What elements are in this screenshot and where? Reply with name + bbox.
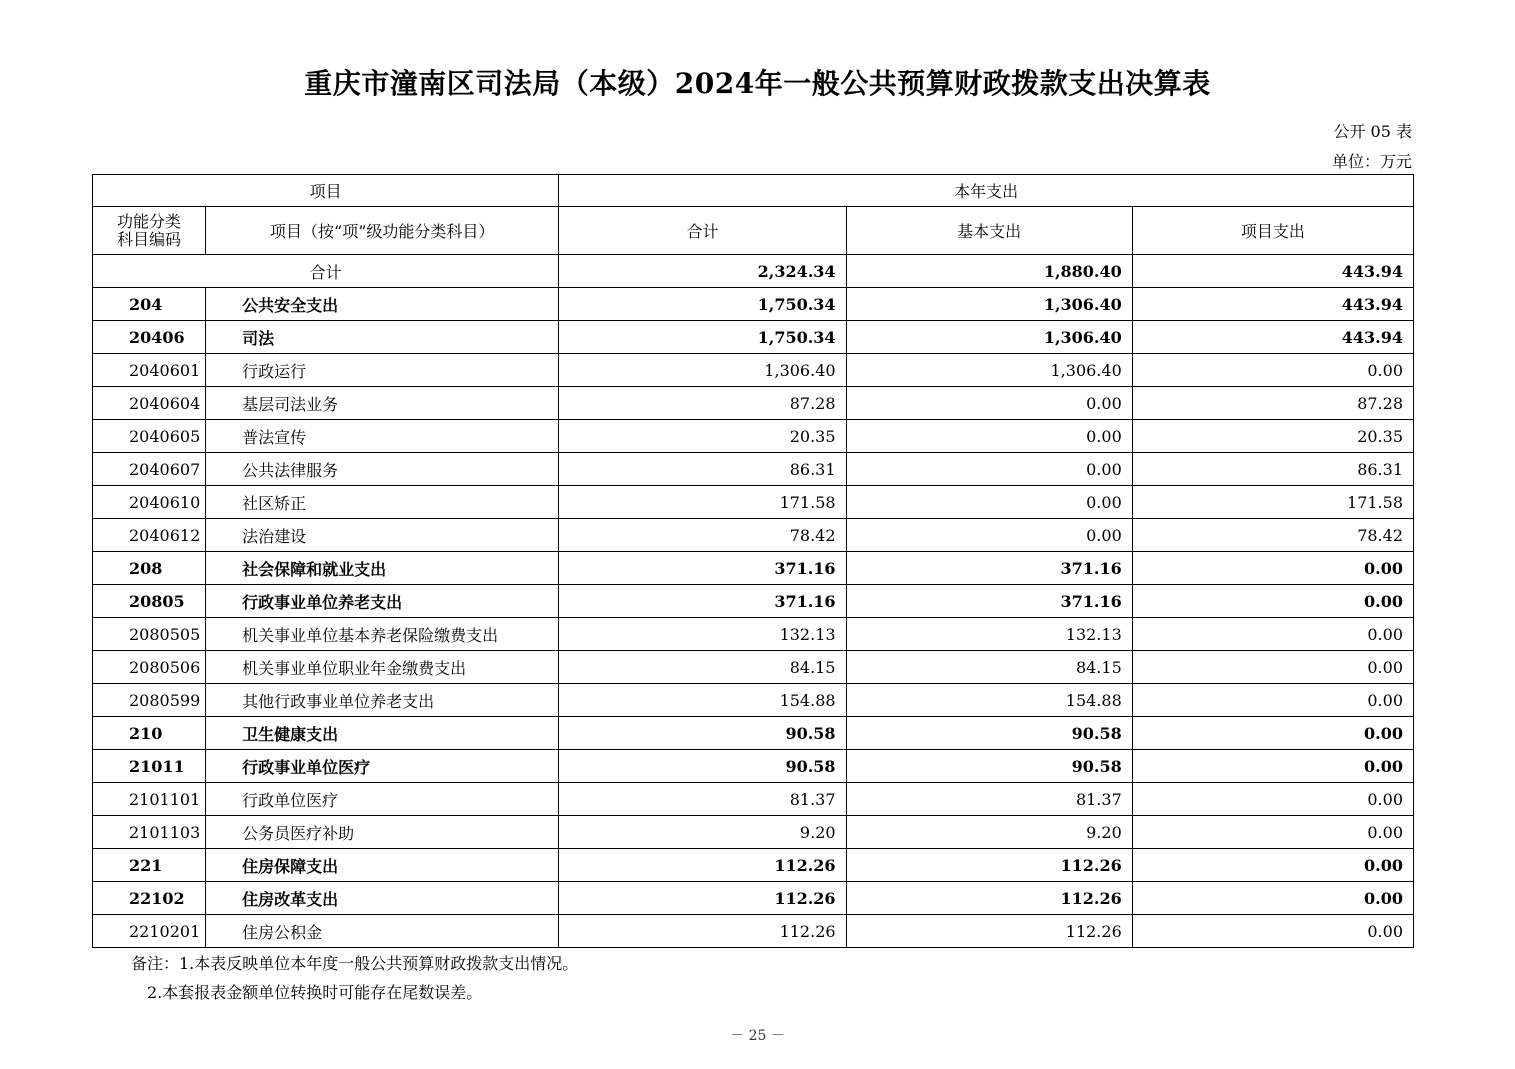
row-name: 公务员医疗补助	[206, 816, 559, 849]
table-row	[93, 486, 1414, 519]
row-project: 0.00	[1132, 651, 1413, 684]
row-code: 2210201	[93, 915, 206, 948]
total-label: 合计	[93, 255, 559, 288]
table-body	[93, 175, 1414, 948]
table-row	[93, 717, 1414, 750]
row-total: 112.26	[559, 915, 846, 948]
row-total: 371.16	[559, 552, 846, 585]
header-current-year: 本年支出	[559, 175, 1414, 207]
row-project: 0.00	[1132, 882, 1413, 915]
table-row	[93, 453, 1414, 486]
row-basic: 154.88	[846, 684, 1132, 717]
row-name: 社区矫正	[206, 486, 559, 519]
row-project: 0.00	[1132, 552, 1413, 585]
header-project: 项目支出	[1132, 207, 1413, 255]
row-total: 87.28	[559, 387, 846, 420]
row-code: 2101101	[93, 783, 206, 816]
row-basic: 84.15	[846, 651, 1132, 684]
row-name: 基层司法业务	[206, 387, 559, 420]
row-basic: 9.20	[846, 816, 1132, 849]
row-code: 204	[93, 288, 206, 321]
row-total: 154.88	[559, 684, 846, 717]
row-basic: 90.58	[846, 750, 1132, 783]
header-row-2	[93, 207, 1414, 255]
note-2: 2.本套报表金额单位转换时可能存在尾数误差。	[147, 983, 483, 1002]
row-project: 0.00	[1132, 750, 1413, 783]
row-total: 90.58	[559, 717, 846, 750]
row-total: 20.35	[559, 420, 846, 453]
row-basic: 1,306.40	[846, 354, 1132, 387]
row-basic: 0.00	[846, 387, 1132, 420]
table-row	[93, 618, 1414, 651]
row-name: 公共法律服务	[206, 453, 559, 486]
row-project: 0.00	[1132, 849, 1413, 882]
row-code: 2080599	[93, 684, 206, 717]
row-basic: 112.26	[846, 915, 1132, 948]
table-row	[93, 288, 1414, 321]
row-name: 行政事业单位医疗	[206, 750, 559, 783]
table-row	[93, 915, 1414, 948]
row-code: 2040607	[93, 453, 206, 486]
row-project: 0.00	[1132, 585, 1413, 618]
row-total: 1,750.34	[559, 288, 846, 321]
notes	[131, 949, 578, 1007]
row-name: 住房改革支出	[206, 882, 559, 915]
row-basic: 90.58	[846, 717, 1132, 750]
row-total: 84.15	[559, 651, 846, 684]
table-row	[93, 882, 1414, 915]
header-row-1	[93, 175, 1414, 207]
row-total: 78.42	[559, 519, 846, 552]
row-basic: 81.37	[846, 783, 1132, 816]
header-name: 项目（按“项”级功能分类科目）	[206, 207, 559, 255]
table-row	[93, 585, 1414, 618]
unit-label: 单位：万元	[1331, 152, 1412, 171]
row-name: 司法	[206, 321, 559, 354]
row-name: 法治建设	[206, 519, 559, 552]
row-code: 20805	[93, 585, 206, 618]
row-project: 0.00	[1132, 816, 1413, 849]
table-row	[93, 816, 1414, 849]
row-project: 0.00	[1132, 915, 1413, 948]
header-item: 项目	[93, 175, 559, 207]
table-row	[93, 849, 1414, 882]
table-row	[93, 750, 1414, 783]
header-total: 合计	[559, 207, 846, 255]
row-project: 87.28	[1132, 387, 1413, 420]
header-code-line2: 科目编码	[117, 229, 182, 249]
row-basic: 1,306.40	[846, 321, 1132, 354]
page-title: 重庆市潼南区司法局（本级）2024年一般公共预算财政拨款支出决算表	[304, 67, 1211, 100]
header-basic: 基本支出	[846, 207, 1132, 255]
row-name: 行政运行	[206, 354, 559, 387]
row-project: 0.00	[1132, 618, 1413, 651]
row-total: 81.37	[559, 783, 846, 816]
row-name: 住房公积金	[206, 915, 559, 948]
row-code: 221	[93, 849, 206, 882]
row-total: 112.26	[559, 882, 846, 915]
row-project: 78.42	[1132, 519, 1413, 552]
row-code: 208	[93, 552, 206, 585]
row-basic: 0.00	[846, 519, 1132, 552]
row-basic: 112.26	[846, 849, 1132, 882]
table-row	[93, 684, 1414, 717]
row-name: 行政事业单位养老支出	[206, 585, 559, 618]
table-row	[93, 420, 1414, 453]
row-project: 86.31	[1132, 453, 1413, 486]
header-code	[93, 207, 206, 255]
expenditure-table	[92, 174, 1414, 948]
row-total: 86.31	[559, 453, 846, 486]
header-code-line1: 功能分类	[117, 211, 182, 231]
table-row	[93, 519, 1414, 552]
row-name: 普法宣传	[206, 420, 559, 453]
row-project: 171.58	[1132, 486, 1413, 519]
row-basic: 0.00	[846, 486, 1132, 519]
total-project: 443.94	[1132, 255, 1413, 288]
row-name: 机关事业单位职业年金缴费支出	[206, 651, 559, 684]
row-total: 1,750.34	[559, 321, 846, 354]
row-project: 20.35	[1132, 420, 1413, 453]
table-row	[93, 354, 1414, 387]
total-total: 2,324.34	[559, 255, 846, 288]
row-name: 卫生健康支出	[206, 717, 559, 750]
row-basic: 1,306.40	[846, 288, 1132, 321]
row-basic: 0.00	[846, 453, 1132, 486]
table-row	[93, 321, 1414, 354]
total-basic: 1,880.40	[846, 255, 1132, 288]
row-basic: 112.26	[846, 882, 1132, 915]
row-basic: 371.16	[846, 552, 1132, 585]
row-total: 9.20	[559, 816, 846, 849]
row-project: 443.94	[1132, 321, 1413, 354]
row-name: 住房保障支出	[206, 849, 559, 882]
row-total: 112.26	[559, 849, 846, 882]
table-row	[93, 783, 1414, 816]
row-code: 2040612	[93, 519, 206, 552]
row-code: 2040601	[93, 354, 206, 387]
row-code: 20406	[93, 321, 206, 354]
row-name: 机关事业单位基本养老保险缴费支出	[206, 618, 559, 651]
table-row	[93, 387, 1414, 420]
row-code: 2040610	[93, 486, 206, 519]
row-total: 1,306.40	[559, 354, 846, 387]
row-code: 2080505	[93, 618, 206, 651]
row-name: 社会保障和就业支出	[206, 552, 559, 585]
row-project: 443.94	[1132, 288, 1413, 321]
row-total: 371.16	[559, 585, 846, 618]
note-1: 备注：1.本表反映单位本年度一般公共预算财政拨款支出情况。	[131, 954, 579, 973]
row-basic: 371.16	[846, 585, 1132, 618]
row-code: 21011	[93, 750, 206, 783]
row-project: 0.00	[1132, 684, 1413, 717]
row-code: 2040605	[93, 420, 206, 453]
row-project: 0.00	[1132, 717, 1413, 750]
row-project: 0.00	[1132, 354, 1413, 387]
form-number: 公开 05 表	[1333, 122, 1412, 141]
total-row	[93, 255, 1414, 288]
row-code: 22102	[93, 882, 206, 915]
row-total: 132.13	[559, 618, 846, 651]
row-name: 行政单位医疗	[206, 783, 559, 816]
row-project: 0.00	[1132, 783, 1413, 816]
row-name: 公共安全支出	[206, 288, 559, 321]
table-row	[93, 651, 1414, 684]
row-basic: 0.00	[846, 420, 1132, 453]
row-code: 2101103	[93, 816, 206, 849]
row-basic: 132.13	[846, 618, 1132, 651]
page-number: － 25 －	[730, 1028, 785, 1044]
row-code: 210	[93, 717, 206, 750]
row-code: 2040604	[93, 387, 206, 420]
row-total: 90.58	[559, 750, 846, 783]
row-total: 171.58	[559, 486, 846, 519]
row-name: 其他行政事业单位养老支出	[206, 684, 559, 717]
row-code: 2080506	[93, 651, 206, 684]
table-row	[93, 552, 1414, 585]
